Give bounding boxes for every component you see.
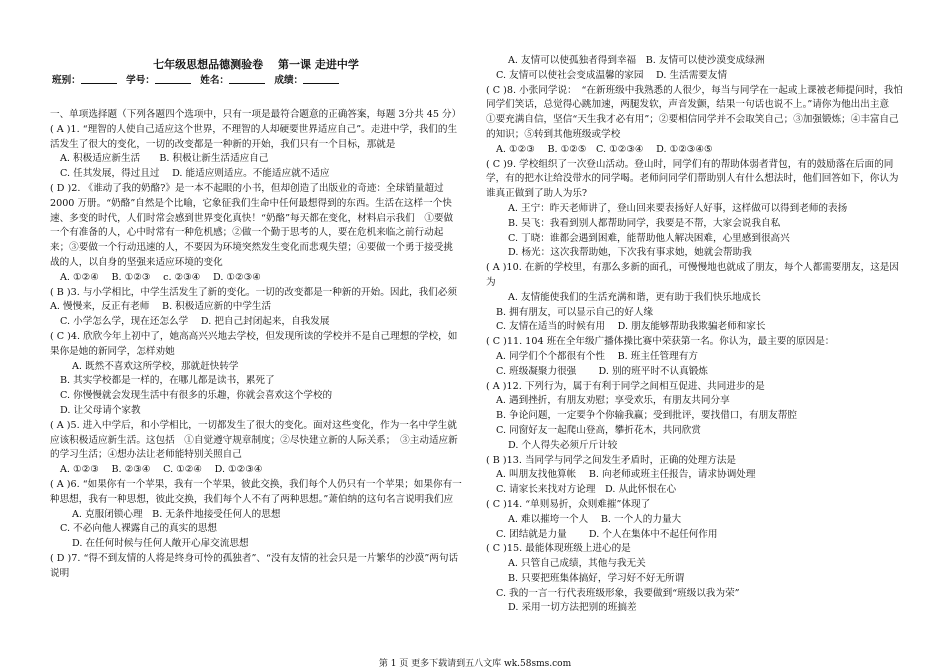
question-line: C. 小学怎么学，现在还怎么学 D. 把自己封闭起来，自我发展 xyxy=(60,316,330,328)
question-line: A. 友情能使我们的生活充满和谐，更有助于我们快乐地成长 xyxy=(508,291,761,303)
class-label: 班别： xyxy=(52,75,81,86)
question-line: A. 同学们个个都很有个性 B. 班主任管理有方 xyxy=(496,350,698,362)
question-line: ( B )13. 当同学与同学之间发生矛盾时，正确的处理方法是 xyxy=(486,454,737,466)
score-label: 成绩： xyxy=(274,75,304,86)
question-line: ( C )11. 104 班在全年级广播体操比赛中荣获第一名。你认为，最主要的原因是： xyxy=(486,336,835,348)
question-line: ( A )10. 在新的学校里，有那么多新的面孔，可慢慢地也就成了朋友，每个人都需要朋友，这是因为 xyxy=(486,262,899,288)
question-line: ( A )5. 进入中学后，和小学相比，一切都发生了很大的变化。面对这些变化，作为一名中学生就应该积极适应新生活。这包括 ①自觉遵守规章制度；②尽快建立新的人际关系； ③主动适应新的学习生活；④想办法让老师能特别关照自己 xyxy=(50,419,458,461)
question-line: ( A )12. 下列行为，属于有利于同学之间相互促进、共同进步的是 xyxy=(486,380,765,392)
question-line: C. 丁晓：谁都会遇到困难，能帮助他人解决困难，心里感到很高兴 xyxy=(508,232,790,244)
question-line: D. 采用一切方法把别的班搞差 xyxy=(508,602,637,614)
question-line: 一、单项选择题（下列各题四个选项中，只有一项是最符合题意的正确答案，每题 3分共 45 分） xyxy=(50,109,462,120)
question-line: ( C )4. 欣欣今年上初中了，她高高兴兴地去学校，但发现所读的学校并不是自己理想的学校，如果你是她的新同学，怎样劝她 xyxy=(50,330,458,357)
question-line: A. 只管自己成绩，其他与我无关 xyxy=(508,558,646,570)
question-line: B. 吴飞：我看到别人都帮助同学，我要是不帮，大家会说我自私 xyxy=(508,217,781,229)
question-line: B. 拥有朋友，可以显示自己的好人缘 xyxy=(496,306,654,318)
question-line: A. ①②④ B. ①②③ c. ②③④ D. ①②③④ xyxy=(60,271,261,283)
question-line: C. 友情可以使社会变成温馨的家园 D. 生活需要友情 xyxy=(496,69,728,81)
question-line: ( C )8. 小张同学说： “在新班级中我熟悉的人很少，每当与同学在一起或上课被老师提问时，我怕同学们笑话，总觉得心跳加速，两腿发软，声音发颤，结果一句话也说不上。”请你为他出出主意 ①要充满自信，坚信“天生我才必有用”；②要相信同学并不会取笑自己；③加强锻炼；④丰富自己的知识；⑤转到其他班级或学校 xyxy=(486,84,903,140)
question-line: B. 其实学校都是一样的，在哪儿都是读书，累死了 xyxy=(60,375,275,387)
question-line: C. 班级凝聚力很强 D. 别的班平时不认真锻炼 xyxy=(496,365,708,377)
question-line: A. 既然不喜欢这所学校，那就赶快转学 xyxy=(72,360,239,372)
question-line: C. 同窗好友一起爬山登高，攀折花木，共同欣赏 xyxy=(496,424,701,436)
question-line: C. 我的一言一行代表班级形象，我要做到“班级以我为荣” xyxy=(496,587,740,599)
question-line: A. 叫朋友找他算帐 B. 向老师或班主任报告，请求协调处理 xyxy=(496,469,756,481)
question-line: ( C )9. 学校组织了一次登山活动。登山时，同学们有的帮助体弱者背包，有的鼓励落在后面的同学，有的把水让给没带水的同学喝。老师问同学们帮助别人有什么想法时，他们回答如下，你认为谁真正做到了助人为乐? xyxy=(486,158,899,200)
page-title: 七年级思想品德测验卷 第一课 走进中学 xyxy=(153,58,359,71)
question-line: ( C )14. “单则易折，众则难摧”体现了 xyxy=(486,498,651,510)
left-column xyxy=(50,94,467,582)
number-blank xyxy=(155,73,191,84)
question-line: ( B )3. 与小学相比，中学生活发生了新的变化。一切的改变都是一种新的开始。因此，我们必须 A. 慢慢来，反正有老师 B. 积极适应新的中学生活 xyxy=(50,286,467,313)
question-line: C. 团结就是力量 D. 个人在集体中不起任何作用 xyxy=(496,528,718,540)
question-line: C. 请家长来找对方论理 D. 从此怀恨在心 xyxy=(496,484,677,496)
question-line: C. 任其发展，得过且过 D. 能适应则适应。不能适应就不适应 xyxy=(60,168,330,180)
question-line: ( A )1. “理智的人使自己适应这个世界，不理智的人却硬要世界适应自己”。走进中学，我们的生活发生了很大的变化，一切的改变都是一种新的开始，我们只有一个目标，那就是 xyxy=(50,123,458,150)
student-info-line xyxy=(52,72,345,86)
question-line: D. 杨光：这次我帮助她，下次我有事求她，她就会帮助我 xyxy=(508,247,752,259)
question-line: ( D )7. “得不到友情的人将是终身可怜的孤独者”、“没有友情的社会只是一片繁华的沙漠”两句话说明 xyxy=(50,552,459,579)
question-line: B. 只要把班集体搞好，学习好不好无所谓 xyxy=(508,572,685,584)
question-line: A. 遇到挫折，有朋友劝慰；享受欢乐，有朋友共同分享 xyxy=(496,395,730,407)
question-line: B. 争论问题，一定要争个你输我赢；受到批评，要找借口，有朋友帮腔 xyxy=(496,410,797,422)
class-blank xyxy=(81,73,117,84)
question-line: A. 克服闭锁心理 B. 无条件地接受任何人的思想 xyxy=(72,508,281,520)
page-footer: 第 1 页 更多下载请到五八文库 wk.58sms.com xyxy=(378,659,572,669)
question-line: D. 个人得失必须斤斤计较 xyxy=(508,439,618,451)
name-blank xyxy=(229,73,265,84)
question-line: A. 难以摧垮一个人 B. 一个人的力量大 xyxy=(508,513,682,525)
question-line: ( C )15. 最能体现班级上进心的是 xyxy=(486,543,631,555)
number-label: 学号： xyxy=(126,75,155,86)
question-line: A. 积极适应新生活 B. 积极让新生活适应自己 xyxy=(60,153,269,165)
score-blank xyxy=(303,73,339,84)
question-line: ( D )2. 《谁动了我的奶酪?》是一本不起眼的小书，但却创造了出版业的奇迹：全球销量超过 2000 万册。“奶酪”自然是个比喻，它象征我们生命中任何最想得到的东西。生活在这样一个快速、多变的时代，人们时常会感到世界变化真快！“奶酪”每天都在变化，材料启示我们 ①要做一个有准备的人，心中时常有一种危机感；②做一个勤于思考的人，要在危机来临之前行动起来；③要做一个行动迅速的人，不要因为环境突然发生变化而悲观失望；④要做一个勇于接受挑战的人，以自身的坚强来适应环境的变化 xyxy=(50,182,454,268)
question-line: A. ①②③ B. ②③④ C. ①②④ D. ①②③④ xyxy=(60,464,263,476)
question-line: C. 友情在适当的时候有用 D. 朋友能够帮助我欺骗老师和家长 xyxy=(496,321,766,333)
right-column xyxy=(486,54,906,616)
question-line: ( A )6. “如果你有一个苹果，我有一个苹果，彼此交换，我们每个人仍只有一个苹果；如果你有一种思想，我有一种思想，彼此交换，我们每个人不有了两种思想。”萧伯纳的这句名言说明我们应 xyxy=(50,478,462,505)
question-line: A. 王宁：昨天老师讲了，登山回来要表扬好人好事，这样做可以得到老师的表扬 xyxy=(508,202,848,214)
question-line: D. 在任何时候与任何人敞开心扉交流思想 xyxy=(72,538,249,550)
question-line: A. ①②③ B. ①②⑤ C. ①②③④ D. ①②③④⑤ xyxy=(496,143,713,155)
name-label: 姓名： xyxy=(200,75,230,86)
question-line: C. 你慢慢就会发现生活中有很多的乐趣，你就会喜欢这个学校的 xyxy=(60,390,333,402)
question-line: C. 不必向他人裸露自己的真实的思想 xyxy=(60,523,218,535)
question-line: D. 让父母请个家教 xyxy=(60,404,141,416)
question-line: A. 友情可以使孤独者得到幸福 B. 友情可以使沙漠变成绿洲 xyxy=(508,55,765,66)
